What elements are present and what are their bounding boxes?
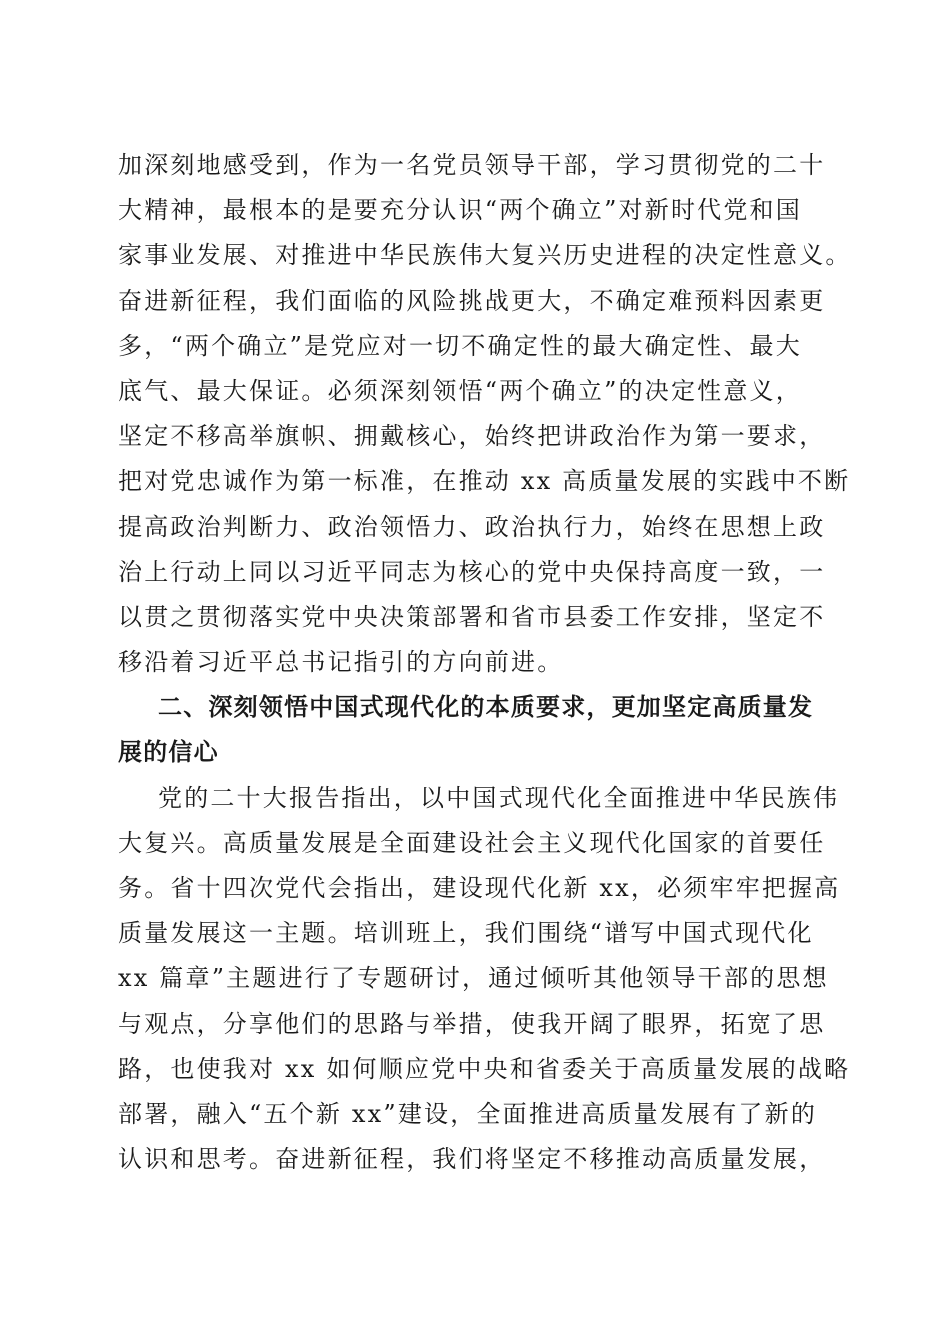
body-line: 奋进新征程，我们面临的风险挑战更大，不确定难预料因素更: [118, 286, 826, 315]
body-line: 把对党忠诚作为第一标准，在推动 xx 高质量发展的实践中不断: [118, 467, 851, 496]
body-line: 提高政治判断力、政治领悟力、政治执行力，始终在思想上政: [118, 512, 826, 541]
body-line: 大精神，最根本的是要充分认识“两个确立”对新时代党和国: [118, 196, 802, 225]
body-line: 家事业发展、对推进中华民族伟大复兴历史进程的决定性意义。: [118, 241, 852, 270]
body-line: xx 篇章”主题进行了专题研讨，通过倾听其他领导干部的思想: [118, 964, 829, 993]
document-body: [118, 143, 852, 1182]
body-line: 移沿着习近平总书记指引的方向前进。: [118, 648, 564, 677]
body-line: 务。省十四次党代会指出，建设现代化新 xx，必须牢牢把握高: [118, 874, 841, 902]
section-heading-continued: 展的信心: [118, 738, 219, 767]
body-line: 认识和思考。奋进新征程，我们将坚定不移推动高质量发展，: [118, 1145, 826, 1174]
body-line: 坚定不移高举旗帜、拥戴核心，始终把讲政治作为第一要求，: [118, 422, 826, 451]
body-line: 大复兴。高质量发展是全面建设社会主义现代化国家的首要任: [118, 828, 826, 857]
body-line: 质量发展这一主题。培训班上，我们围绕“谱写中国式现代化: [118, 919, 814, 948]
section-heading: 二、深刻领悟中国式现代化的本质要求，更加坚定高质量发: [158, 693, 814, 722]
body-line: 多，“两个确立”是党应对一切不确定性的最大确定性、最大: [118, 331, 802, 360]
body-line: 与观点，分享他们的思路与举措，使我开阔了眼界，拓宽了思: [118, 1009, 826, 1038]
paragraph-first-line: 党的二十大报告指出，以中国式现代化全面推进中华民族伟: [158, 783, 840, 812]
body-line: 路，也使我对 xx 如何顺应党中央和省委关于高质量发展的战略: [118, 1054, 851, 1083]
body-line: 部署，融入“五个新 xx”建设，全面推进高质量发展有了新的: [118, 1099, 818, 1128]
body-line: 以贯之贯彻落实党中央决策部署和省市县委工作安排，坚定不: [118, 602, 826, 631]
body-line: 加深刻地感受到，作为一名党员领导干部，学习贯彻党的二十: [118, 151, 826, 179]
body-line: 底气、最大保证。必须深刻领悟“两个确立”的决定性意义，: [118, 376, 802, 405]
body-line: 治上行动上同以习近平同志为核心的党中央保持高度一致，一: [118, 557, 826, 586]
